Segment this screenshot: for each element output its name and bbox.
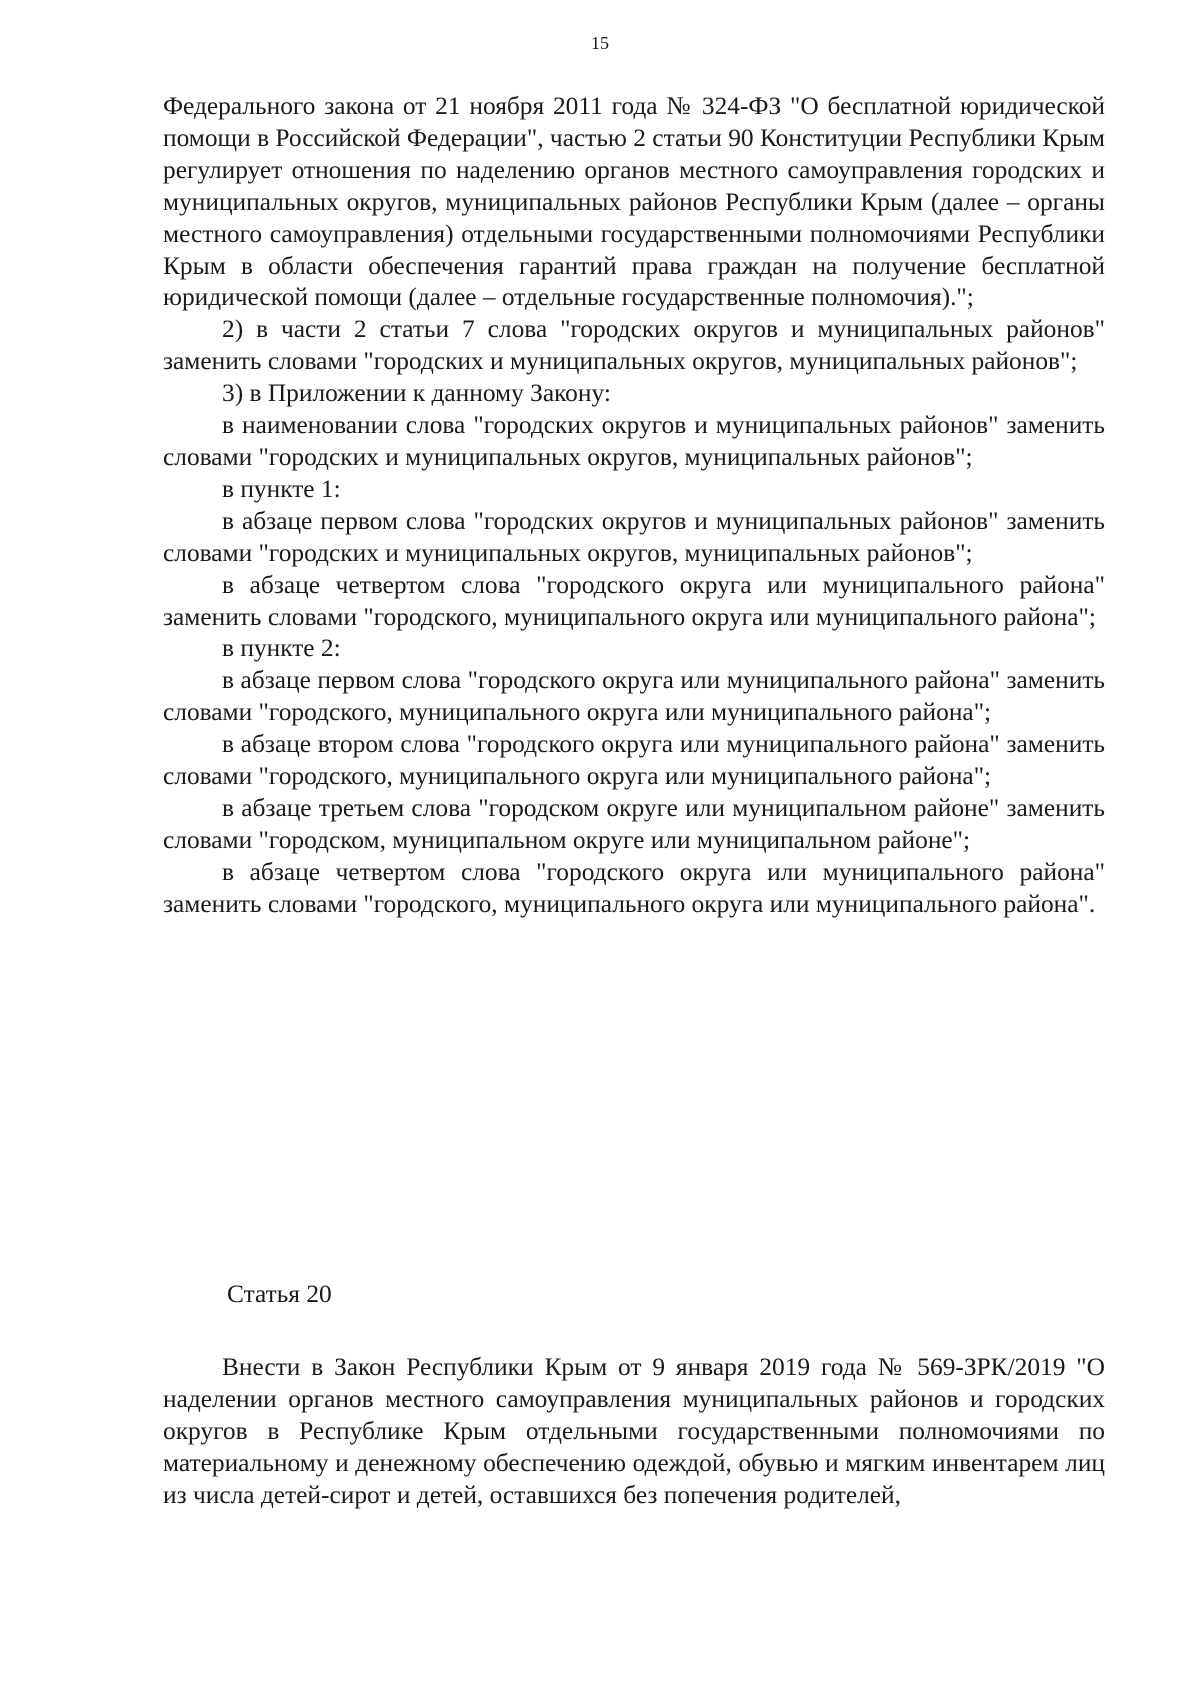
- page-number: 15: [591, 33, 609, 53]
- article-body: [163, 1352, 1105, 1512]
- paragraph-continuation: Федерального закона от 21 ноября 2011 года № 324-ФЗ "О бесплатной юридической помощи в Российской Федерации", частью 2 статьи 90 Конституции Республики Крым регулирует отношения по наделению органов местного самоуправления городских и муниципальных округов, муниципальных районов Республики Крым (далее – органы местного самоуправления) отдельными государственными полномочиями Республики Крым в области обеспечения гарантий права граждан на получение бесплатной юридической помощи (далее – отдельные государственные полномочия).";: [163, 92, 1105, 312]
- paragraph-point-2-abz-3: в абзаце третьем слова "городском округе или муниципальном районе" заменить словами "городском, муниципальном округе или муниципальном районе";: [163, 793, 1105, 854]
- article-20-text: Внести в Закон Республики Крым от 9 января 2019 года № 569-ЗРК/2019 "О наделении органов местного самоуправления муниципальных районов и городских округов в Республике Крым отдельными государственными полномочиями по материальному и денежному обеспечению одеждой, обувью и мягким инвентарем лиц из числа детей-сирот и детей, оставшихся без попечения родителей,: [163, 1353, 1105, 1509]
- paragraph-title-change: в наименовании слова "городских округов и муниципальных районов" заменить словами "городских и муниципальных округов, муниципальных районов";: [163, 411, 1105, 471]
- paragraph-point-1: в пункте 1:: [222, 474, 341, 503]
- document-body: [163, 91, 1105, 921]
- paragraph-point-1-abz-4: в абзаце четвертом слова "городского округа или муниципального района" заменить словами "городского, муниципального округа или муниципального района";: [163, 570, 1105, 631]
- paragraph-point-2-abz-1: в абзаце первом слова "городского округа или муниципального района" заменить словами "городского, муниципального округа или муниципального района";: [163, 666, 1105, 727]
- paragraph-point-2-abz-2: в абзаце втором слова "городского округа или муниципального района" заменить словами "городского, муниципального округа или муниципального района";: [163, 730, 1105, 791]
- article-heading: Статья 20: [227, 1280, 332, 1308]
- paragraph-point-2-abz-4: в абзаце четвертом слова "городского округа или муниципального района" заменить словами "городского, муниципального округа или муниципального района".: [163, 857, 1105, 918]
- paragraph-item-2: 2) в части 2 статьи 7 слова "городских округов и муниципальных районов" заменить словами "городских и муниципальных округов, муниципальных районов";: [163, 315, 1105, 376]
- paragraph-point-1-abz-1: в абзаце первом слова "городских округов и муниципальных районов" заменить словами "городских и муниципальных округов, муниципальных районов";: [163, 506, 1105, 567]
- article-heading-block: [163, 1279, 1105, 1311]
- paragraph-item-3: 3) в Приложении к данному Закону:: [222, 379, 611, 408]
- paragraph-point-2: в пункте 2:: [222, 634, 341, 663]
